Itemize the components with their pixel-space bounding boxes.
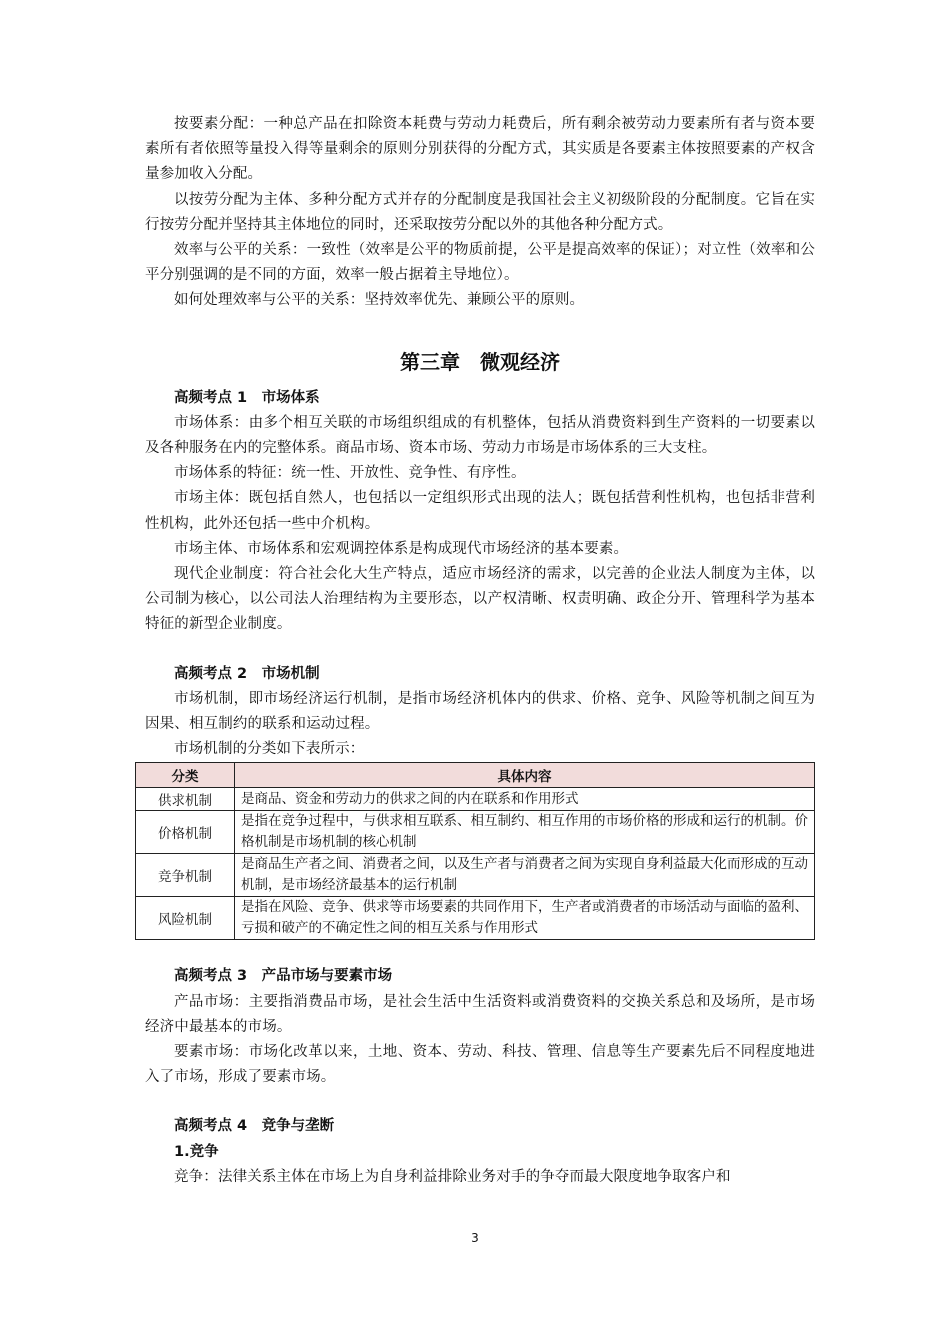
kp1-paragraph: 市场主体、市场体系和宏观调控体系是构成现代市场经济的基本要素。 — [174, 540, 629, 557]
kp1-paragraph: 市场体系的特征：统一性、开放性、竞争性、有序性。 — [174, 465, 526, 482]
page-number: 3 — [471, 1231, 479, 1245]
kp2-heading: 高频考点 2 市场机制 — [174, 665, 320, 682]
table-header-category: 分类 — [136, 763, 235, 788]
section-gap — [145, 1090, 815, 1114]
kp1-paragraph: 现代企业制度：符合社会化大生产特点，适应市场经济的需求，以完善的企业法人制度为主体，以公司制为核心，以公司法人治理结构为主要形态，以产权清晰、权责明确、政企分开、管理科学为基本特征的新型企业制度。 — [145, 566, 815, 633]
table-cell-category: 风险机制 — [136, 897, 235, 940]
kp4-paragraph: 竞争：法律关系主体在市场上为自身利益排除业务对手的争夺而最大限度地争取客户和 — [174, 1168, 731, 1185]
table-header-row — [136, 763, 815, 788]
table-cell-content: 是指在风险、竞争、供求等市场要素的共同作用下，生产者或消费者的市场活动与面临的盈利、亏损和破产的不确定性之间的相互关系与作用形式 — [235, 897, 815, 940]
table-row — [136, 811, 815, 854]
kp1-heading: 高频考点 1 市场体系 — [174, 389, 320, 406]
table-header-content: 具体内容 — [235, 763, 815, 788]
intro-paragraph: 按要素分配：一种总产品在扣除资本耗费与劳动力耗费后，所有剩余被劳动力要素所有者与资本要素所有者依照等量投入得等量剩余的原则分别获得的分配方式，其实质是各要素主体按照要素的产权含量参加收入分配。 — [145, 116, 815, 183]
table-cell-category: 供求机制 — [136, 788, 235, 811]
kp3-paragraph: 产品市场：主要指消费品市场，是社会生活中生活资料或消费资料的交换关系总和及场所，是市场经济中最基本的市场。 — [145, 993, 815, 1035]
kp4-sub-heading: 1.竞争 — [174, 1143, 219, 1160]
kp1-paragraph: 市场体系：由多个相互关联的市场组织组成的有机整体，包括从消费资料到生产资料的一切要素以及各种服务在内的完整体系。商品市场、资本市场、劳动力市场是市场体系的三大支柱。 — [145, 414, 815, 457]
table-row — [136, 854, 815, 897]
section-gap — [145, 940, 815, 964]
intro-paragraph: 以按劳分配为主体、多种分配方式并存的分配制度是我国社会主义初级阶段的分配制度。它旨在实行按劳分配并坚持其主体地位的同时，还采取按劳分配以外的其他各种分配方式。 — [145, 191, 815, 233]
section-gap — [145, 638, 815, 662]
kp1-paragraph: 市场主体：既包括自然人，也包括以一定组织形式出现的法人；既包括营利性机构，也包括非营利性机构，此外还包括一些中介机构。 — [145, 490, 815, 532]
kp2-paragraph: 市场机制，即市场经济运行机制，是指市场经济机体内的供求、价格、竞争、风险等机制之间互为因果、相互制约的联系和运动过程。 — [145, 690, 815, 733]
table-cell-content: 是指在竞争过程中，与供求相互联系、相互制约、相互作用的市场价格的形成和运行的机制。价格机制是市场机制的核心机制 — [235, 811, 815, 854]
table-cell-content: 是商品、资金和劳动力的供求之间的内在联系和作用形式 — [235, 788, 815, 811]
intro-paragraph: 效率与公平的关系：一致性（效率是公平的物质前提，公平是提高效率的保证）；对立性（效率和公平分别强调的是不同的方面，效率一般占据着主导地位）。 — [145, 242, 815, 284]
market-mechanism-table — [135, 762, 815, 940]
kp4-heading: 高频考点 4 竞争与垄断 — [174, 1118, 335, 1135]
chapter-title: 第三章 微观经济 — [400, 349, 560, 374]
kp3-heading: 高频考点 3 产品市场与要素市场 — [174, 968, 393, 985]
table-cell-content: 是商品生产者之间、消费者之间，以及生产者与消费者之间为实现自身利益最大化而形成的互动机制，是市场经济最基本的运行机制 — [235, 854, 815, 897]
kp2-paragraph: 市场机制的分类如下表所示： — [174, 741, 365, 758]
table-row — [136, 897, 815, 940]
table-row — [136, 788, 815, 811]
intro-paragraph: 如何处理效率与公平的关系：坚持效率优先、兼顾公平的原则。 — [174, 292, 585, 309]
kp3-paragraph: 要素市场：市场化改革以来，土地、资本、劳动、科技、管理、信息等生产要素先后不同程度地进入了市场，形成了要素市场。 — [145, 1044, 815, 1086]
table-cell-category: 竞争机制 — [136, 854, 235, 897]
table-cell-category: 价格机制 — [136, 811, 235, 854]
page-content — [145, 112, 815, 1190]
